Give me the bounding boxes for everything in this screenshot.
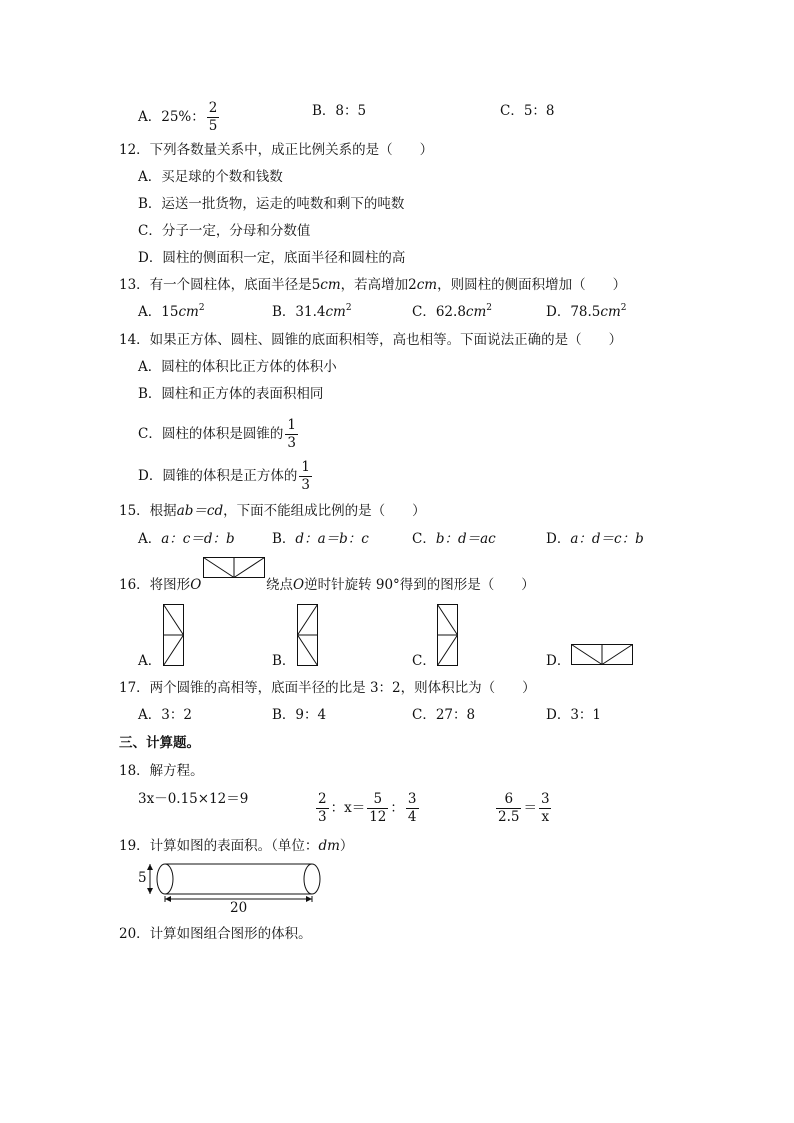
- q16-option-b[interactable]: B．: [272, 653, 296, 669]
- q16-option-c-figure[interactable]: [437, 604, 458, 666]
- q16-stem-part2: 绕点O逆时针旋转 90°得到的图形是（ ）: [266, 577, 535, 593]
- q18-equation-3: $\frac{6}{2.5}$ ＝ $\frac{3}{x}$: [498, 791, 550, 825]
- q13-option-d[interactable]: D．$78.5cm^2$: [546, 303, 627, 320]
- q14-option-c[interactable]: C．圆柱的体积是圆锥的 $\frac{1}{3}$: [138, 417, 296, 451]
- q16-option-c[interactable]: C．: [412, 653, 436, 669]
- q19-stem: 19．计算如图的表面积。（单位：dm）: [119, 838, 354, 854]
- q16-option-d[interactable]: D．: [546, 653, 571, 669]
- q12-option-d[interactable]: D．圆柱的侧面积一定，底面半径和圆柱的高: [138, 250, 406, 266]
- q15-option-b[interactable]: B．d：a＝b：c: [272, 531, 369, 547]
- diameter-label: 5: [138, 870, 147, 886]
- q15-option-d[interactable]: D．a：d＝c：b: [546, 531, 644, 547]
- q16-source-figure: [203, 557, 265, 578]
- q17-option-c[interactable]: C．27：8: [412, 707, 476, 723]
- q16-option-d-figure[interactable]: [571, 644, 633, 665]
- q13-option-a[interactable]: A．$15cm^2$: [138, 303, 205, 320]
- fraction: $\frac{2}{5}$: [208, 100, 218, 134]
- q11-option-c[interactable]: C．5：8: [500, 103, 555, 119]
- q16-option-b-figure[interactable]: [297, 604, 318, 666]
- q17-option-a[interactable]: A．3：2: [138, 707, 192, 723]
- q15-option-a[interactable]: A．a：c＝d：b: [138, 531, 235, 547]
- q17-option-b[interactable]: B．9：4: [272, 707, 327, 723]
- q17-stem: 17．两个圆锥的高相等，底面半径的比是 3：2，则体积比为（ ）: [119, 680, 536, 696]
- q20-stem: 20．计算如图组合图形的体积。: [119, 926, 312, 942]
- q16-option-a-figure[interactable]: [163, 604, 184, 666]
- q12-option-b[interactable]: B．运送一批货物，运走的吨数和剩下的吨数: [138, 196, 405, 212]
- q13-stem: 13．有一个圆柱体，底面半径是5cm，若高增加2cm，则圆柱的侧面积增加（ ）: [119, 277, 627, 293]
- q11-option-b[interactable]: B．8：5: [312, 103, 367, 119]
- q14-option-d[interactable]: D．圆锥的体积是正方体的 $\frac{1}{3}$: [138, 459, 310, 493]
- q13-option-b[interactable]: B．$31.4cm^2$: [272, 303, 352, 320]
- q12-option-c[interactable]: C．分子一定，分母和分数值: [138, 223, 311, 239]
- q15-option-c[interactable]: C．b：d＝ac: [412, 531, 496, 547]
- q14-option-b[interactable]: B．圆柱和正方体的表面积相同: [138, 386, 324, 402]
- fraction: $\frac{1}{3}$: [287, 417, 296, 451]
- q13-option-c[interactable]: C．$62.8cm^2$: [412, 303, 493, 320]
- q16-stem-part1: 16．将图形O: [119, 577, 202, 593]
- q14-option-a[interactable]: A．圆柱的体积比正方体的体积小: [138, 359, 337, 375]
- q18-equation-2: $\frac{2}{3}$ ：x＝ $\frac{5}{12}$ ： $\frac{3}{4}$: [318, 791, 417, 825]
- q12-stem: 12．下列各数量关系中，成正比例关系的是（ ）: [119, 142, 434, 158]
- q18-stem: 18．解方程。: [119, 763, 204, 779]
- q16-option-a[interactable]: A．: [138, 653, 162, 669]
- q17-option-d[interactable]: D．3：1: [546, 707, 602, 723]
- length-label: 20: [230, 900, 248, 916]
- section-heading: 三、计算题。: [119, 735, 200, 751]
- q14-stem: 14．如果正方体、圆柱、圆锥的底面积相等，高也相等。下面说法正确的是（ ）: [119, 332, 623, 348]
- fraction: $\frac{1}{3}$: [301, 459, 310, 493]
- q11-option-a[interactable]: A．25%： $\frac{2}{5}$: [138, 100, 218, 134]
- q12-option-a[interactable]: A．买足球的个数和钱数: [138, 169, 283, 185]
- q15-stem: 15．根据ab＝cd，下面不能组成比例的是（ ）: [119, 503, 426, 519]
- q18-equation-1: 3x－0.15×12＝9: [138, 791, 249, 807]
